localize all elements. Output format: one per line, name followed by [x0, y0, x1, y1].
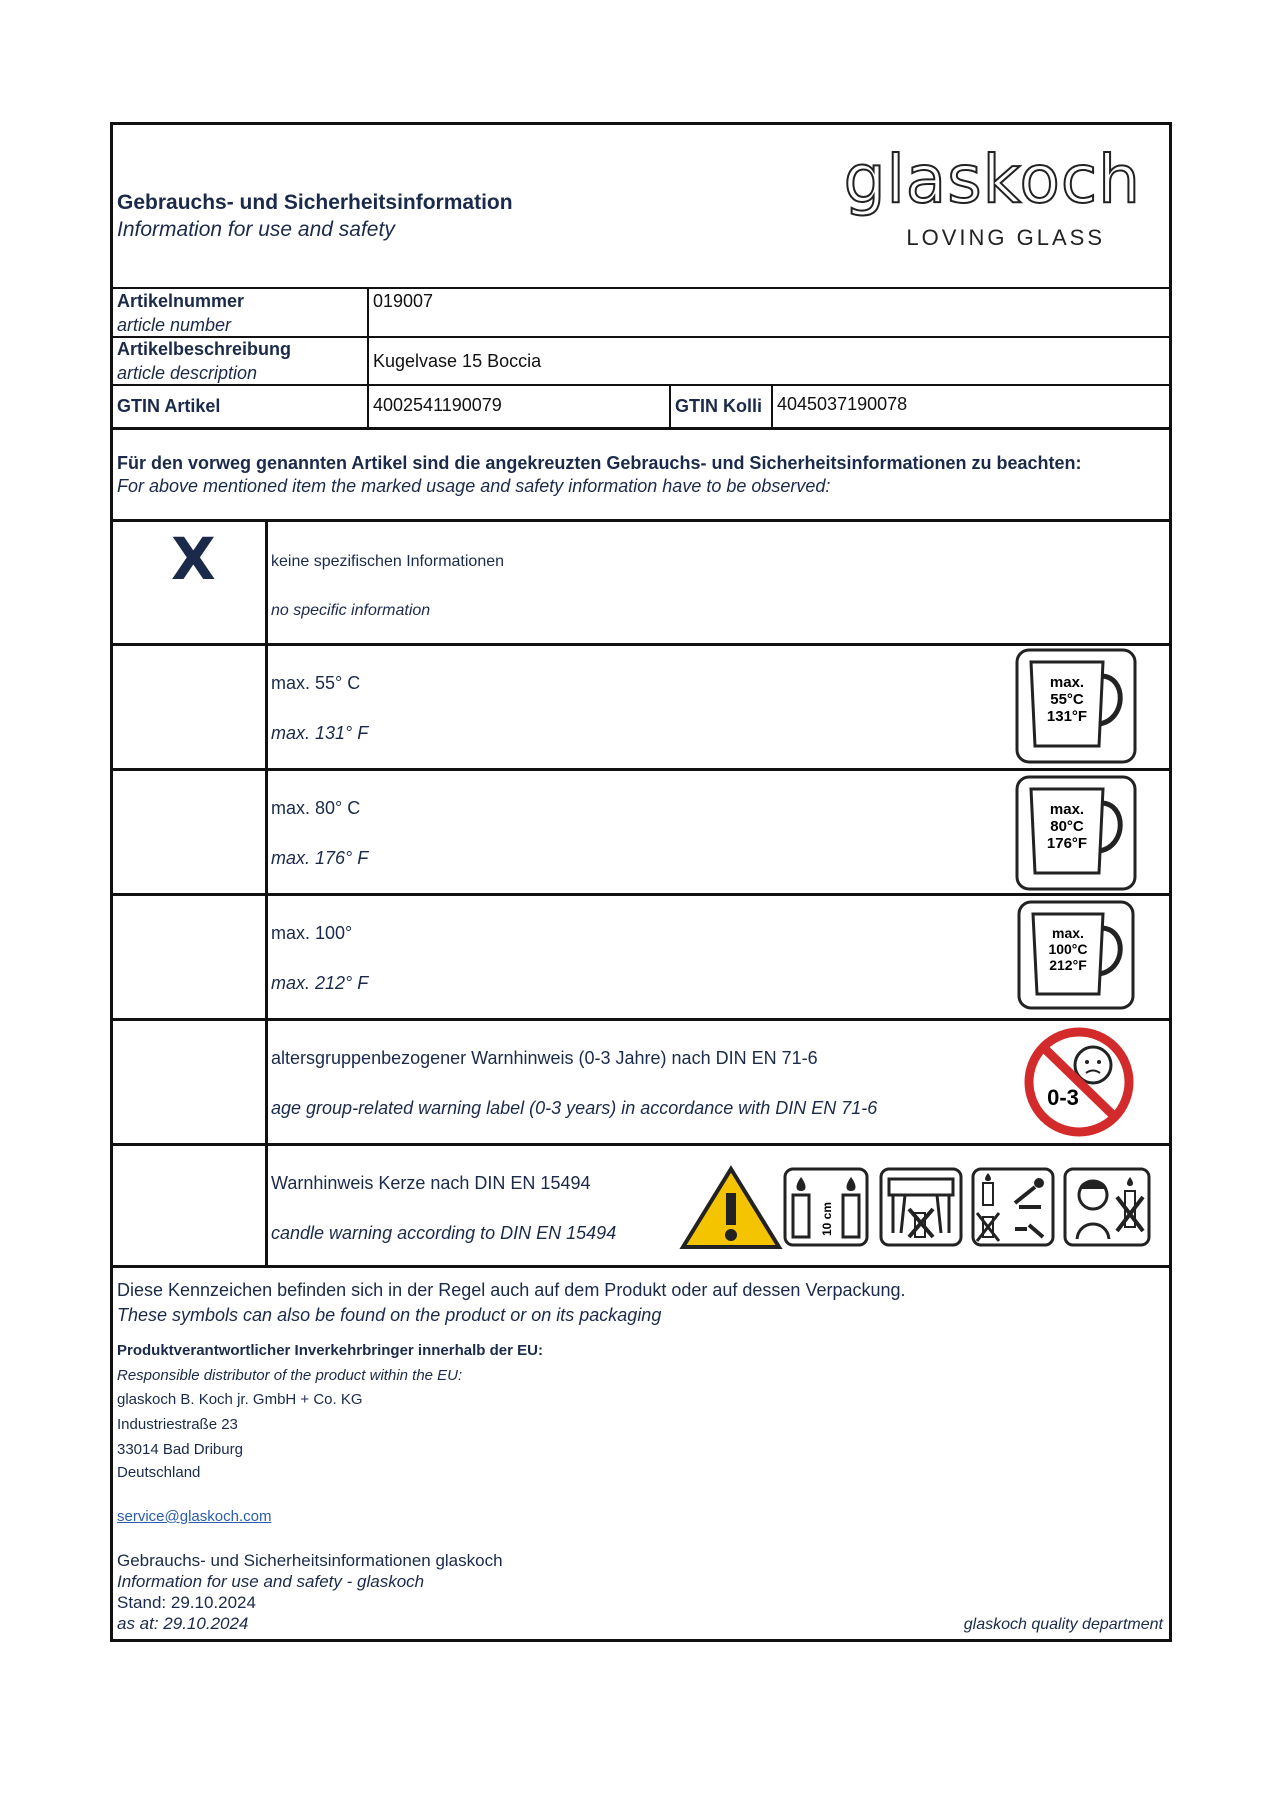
- divider: [113, 1265, 1169, 1268]
- symbols-note-de: Diese Kennzeichen befinden sich in der Regel auch auf dem Produkt oder auf dessen Verpackung.: [117, 1280, 906, 1300]
- gtin-article-value: 4002541190079: [373, 395, 502, 415]
- divider: [265, 519, 268, 1265]
- notice-en: For above mentioned item the marked usage and safety information have to be observed:: [117, 476, 831, 496]
- service-email-link[interactable]: service@glaskoch.com: [117, 1508, 272, 1525]
- age-warning-icon: [1021, 1027, 1139, 1137]
- stand-date-en: as at: 29.10.2024: [117, 1614, 249, 1633]
- doc-title-en: Information for use and safety - glaskoch: [117, 1572, 425, 1591]
- quality-department: glaskoch quality department: [963, 1616, 1163, 1633]
- row-text-de: altersgruppenbezogener Warnhinweis (0-3 Jahre) nach DIN EN 71-6: [271, 1048, 818, 1068]
- row-text-de: max. 55° C: [271, 673, 361, 693]
- never-unattended-icon: [971, 1167, 1055, 1247]
- divider: [669, 384, 671, 427]
- mug-icon-text: max.: [1052, 925, 1084, 941]
- checked-mark: X: [171, 525, 216, 593]
- divider: [113, 336, 1169, 338]
- divider: [771, 384, 773, 427]
- divider: [113, 384, 1169, 386]
- company-city: 33014 Bad Driburg: [117, 1441, 243, 1458]
- mug-icon-text: 176°F: [1046, 835, 1088, 852]
- document-frame: [110, 122, 1172, 1642]
- notice-de: Für den vorweg genannten Artikel sind die angekreuzten Gebrauchs- und Sicherheitsinformationen zu beachten:: [117, 453, 1082, 473]
- doc-title-de: Gebrauchs- und Sicherheitsinformationen glaskoch: [117, 1551, 503, 1570]
- logo-tagline: LOVING GLASS: [906, 225, 1105, 250]
- mug-icon-text: max.: [1049, 674, 1085, 691]
- gtin-article-label: GTIN Artikel: [117, 396, 221, 416]
- company-street: Industriestraße 23: [117, 1416, 238, 1433]
- divider: [113, 427, 1169, 430]
- gtin-kolli-label: GTIN Kolli: [675, 396, 762, 416]
- mug-icon-text: max.: [1049, 801, 1085, 818]
- mug-icon-text: 131°F: [1046, 708, 1088, 725]
- mug-55-icon: [1015, 648, 1141, 766]
- distance-text: 10 cm: [820, 1201, 834, 1237]
- row-text-en: max. 212° F: [271, 973, 369, 993]
- row-text-de: max. 100°: [271, 923, 353, 943]
- row-text-en: candle warning according to DIN EN 15494: [271, 1223, 617, 1243]
- article-number-label: Artikelnummer: [117, 291, 245, 311]
- divider: [113, 893, 1169, 896]
- distributor-label-de: Produktverantwortlicher Inverkehrbringer innerhalb der EU:: [117, 1342, 543, 1359]
- divider: [113, 519, 1169, 522]
- divider: [367, 287, 369, 427]
- mug-icon-text: 80°C: [1050, 818, 1084, 835]
- candle-warning-icons: [679, 1165, 1159, 1251]
- candle-distance-icon: [783, 1167, 869, 1247]
- distributor-label-en: Responsible distributor of the product within the EU:: [117, 1367, 463, 1384]
- mug-icon-text: 55°C: [1050, 691, 1084, 708]
- article-number-value: 019007: [373, 291, 434, 311]
- row-text-de: max. 80° C: [271, 798, 361, 818]
- document-title-en: Information for use and safety: [117, 218, 395, 241]
- row-text-en: no specific information: [271, 602, 431, 619]
- mug-icon-text: 100°C: [1048, 941, 1088, 957]
- article-number-label-en: article number: [117, 315, 232, 335]
- company-country: Deutschland: [117, 1464, 201, 1481]
- gtin-kolli-value: 4045037190078: [777, 394, 908, 414]
- mug-100-icon: [1017, 900, 1139, 1012]
- mug-icon-text: 212°F: [1049, 957, 1087, 973]
- divider: [113, 1018, 1169, 1021]
- row-text-en: max. 131° F: [271, 723, 369, 743]
- divider: [113, 768, 1169, 771]
- article-description-label-en: article description: [117, 363, 258, 383]
- row-text-de: Warnhinweis Kerze nach DIN EN 15494: [271, 1173, 591, 1193]
- row-text-de: keine spezifischen Informationen: [271, 553, 505, 570]
- row-text-en: age group-related warning label (0-3 years) in accordance with DIN EN 71-6: [271, 1098, 878, 1118]
- stand-date-de: Stand: 29.10.2024: [117, 1593, 256, 1612]
- divider: [113, 1143, 1169, 1146]
- warning-triangle-icon: [679, 1165, 783, 1251]
- article-description-label: Artikelbeschreibung: [117, 339, 292, 359]
- glaskoch-logo: glaskoch: [843, 141, 1141, 218]
- divider: [113, 643, 1169, 646]
- article-description-value: Kugelvase 15 Boccia: [373, 351, 542, 371]
- symbols-note-en: These symbols can also be found on the product or on its packaging: [117, 1305, 662, 1325]
- divider: [113, 287, 1169, 289]
- age-icon-text: 0-3: [1047, 1085, 1079, 1110]
- document-title-de: Gebrauchs- und Sicherheitsinformation: [117, 191, 513, 214]
- company-name: glaskoch B. Koch jr. GmbH + Co. KG: [117, 1391, 363, 1408]
- row-text-en: max. 176° F: [271, 848, 369, 868]
- keep-away-children-icon: [1063, 1167, 1151, 1247]
- mug-80-icon: [1015, 775, 1141, 893]
- no-curtains-icon: [879, 1167, 963, 1247]
